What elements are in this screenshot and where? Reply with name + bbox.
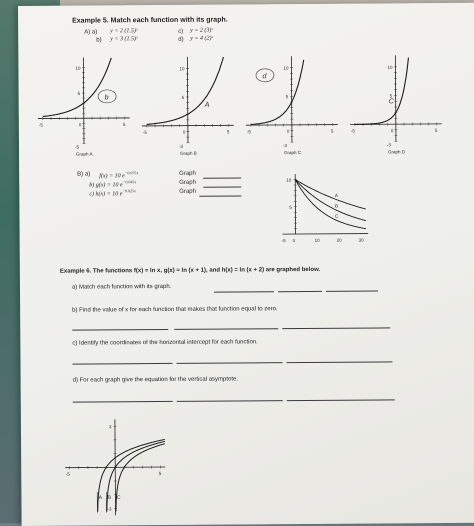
answer-line-d1[interactable]: [73, 401, 173, 403]
x-tick-label: 10: [315, 238, 321, 243]
y-max-label: 10: [179, 66, 185, 71]
x-tick-label: 20: [337, 238, 343, 243]
x-tick-label: 30: [359, 238, 365, 243]
y-axis: [395, 55, 396, 141]
graph-caption: Graph C: [284, 150, 302, 155]
exponential-graphs: [32, 47, 453, 170]
function-h-base: c) h(x) = 10 e: [89, 191, 122, 197]
function-c-label: c): [178, 29, 183, 35]
log-curve: [115, 444, 165, 512]
x-tick-label: 0: [293, 238, 296, 243]
y-mid-label: 5: [78, 91, 81, 96]
y-min-label: -5: [75, 145, 80, 150]
y-max-label: 3: [109, 424, 112, 429]
function-h-exponent: −0.025x: [122, 188, 136, 193]
question-a: a) Match each function with its graph.: [72, 284, 171, 291]
function-b-label: b): [96, 37, 101, 43]
x-max-label: 5: [331, 129, 334, 134]
answer-line-b1[interactable]: [72, 329, 168, 331]
curve-label: B: [335, 204, 338, 209]
y-max-label: 10: [75, 66, 81, 71]
function-d: y = 4 (2)ˣ: [190, 36, 213, 42]
x-min-label: -5: [39, 123, 44, 128]
y-max-label: 10: [286, 178, 292, 183]
handwritten-answer: d: [262, 73, 267, 80]
graph-caption: Graph D: [388, 149, 406, 154]
answer-line-a3[interactable]: [326, 290, 378, 291]
example5-title: Example 5. Match each function with its graph.: [72, 17, 228, 25]
answer-line-b3[interactable]: [282, 327, 390, 329]
function-h: [89, 188, 136, 197]
question-d: d) For each graph give the equation for the vertical asymptote.: [73, 376, 238, 383]
graph-word-f: Graph: [179, 171, 196, 177]
y-min-label: -3: [387, 142, 392, 147]
graph-1: [37, 57, 130, 157]
answer-line-h[interactable]: [199, 195, 241, 196]
answer-line-f[interactable]: [203, 177, 241, 178]
graph-2: [141, 56, 234, 156]
answer-line-a1[interactable]: [214, 291, 274, 292]
y-max-label: 10: [387, 65, 393, 70]
x-min-label: -5: [66, 472, 71, 477]
exponential-curve: [250, 60, 304, 125]
origin-label: 0: [287, 129, 290, 134]
decay-curve: [295, 179, 366, 209]
decay-curve: [295, 179, 366, 229]
handwritten-answer: C: [389, 98, 395, 105]
question-b: b) Find the value of x for each function that makes that function equal to zero.: [72, 306, 277, 313]
origin-label: 0: [183, 130, 186, 135]
y-mid-label: 5: [286, 94, 289, 99]
curve-label: C: [335, 214, 339, 219]
handwritten-answer: b: [105, 94, 109, 101]
decay-graph: [257, 167, 378, 258]
origin-label: 0: [79, 122, 82, 127]
exponential-curve: [354, 58, 409, 125]
answer-line-c1[interactable]: [72, 363, 172, 365]
function-a: y = 2 (1.5)ˣ: [110, 28, 137, 34]
answer-line-d2[interactable]: [177, 400, 283, 402]
part-a-label: A) a): [84, 29, 97, 35]
function-b: y = 3 (1.5)ˣ: [110, 36, 137, 42]
answer-line-c3[interactable]: [286, 361, 392, 363]
example6-title: Example 6. The functions f(x) = ln x, g(x) = ln (x + 1), and h(x) = ln (x + 2) are graphed below.: [60, 267, 320, 275]
x-tick-label: -5: [282, 238, 287, 243]
function-f-base: f(x) = 10 e: [99, 173, 125, 179]
function-g-exponent: −0.045x: [123, 179, 137, 184]
y-axis: [83, 58, 84, 144]
graph-3: [245, 56, 338, 156]
x-min-label: -5: [143, 130, 148, 135]
curve-label: A: [99, 495, 103, 501]
log-graph: [59, 413, 180, 524]
function-f-exponent: −0.075x: [125, 170, 139, 175]
x-min-label: -5: [247, 129, 252, 134]
answer-line-g[interactable]: [203, 186, 241, 187]
part-b-label: B) a): [77, 172, 90, 178]
y-min-label: -3: [107, 506, 112, 511]
graph-word-g: Graph: [179, 180, 196, 186]
graph-word-h: Graph: [179, 189, 196, 195]
y-mid-label: 5: [390, 94, 393, 99]
exponential-curve: [146, 57, 224, 124]
question-c: c) Identify the coordinates of the horizontal intercept for each function.: [72, 339, 257, 346]
origin-label: 0: [391, 128, 394, 133]
x-max-label: 5: [227, 129, 230, 134]
x-min-label: -5: [351, 128, 356, 133]
function-d-label: d): [178, 37, 183, 43]
y-min-label: -3: [179, 144, 184, 149]
function-g-base: b) g(x) = 10 e: [89, 182, 122, 188]
y-min-label: -3: [283, 143, 288, 148]
x-max-label: 5: [123, 122, 126, 127]
answer-line-d3[interactable]: [287, 399, 395, 401]
handwritten-answer: A: [204, 102, 210, 109]
graph-4: [349, 55, 442, 155]
y-axis: [291, 56, 292, 142]
function-g: [89, 179, 136, 188]
graph-caption: Graph B: [180, 151, 197, 156]
curve-label: C: [117, 495, 121, 501]
answer-line-a2[interactable]: [278, 291, 322, 292]
x-max-label: 5: [159, 471, 162, 476]
answer-line-c2[interactable]: [176, 362, 282, 364]
function-c: y = 2 (3)ˣ: [190, 28, 213, 34]
y-axis: [187, 57, 188, 143]
worksheet-page: [18, 3, 474, 526]
y-max-label: 10: [283, 66, 289, 71]
function-f: [99, 170, 138, 179]
curve-label: B: [108, 495, 112, 501]
x-max-label: 5: [435, 128, 438, 133]
answer-line-b2[interactable]: [174, 328, 278, 330]
y-mid-label: 5: [182, 95, 185, 100]
graph-caption: Graph A: [76, 151, 93, 156]
y-mid-label: 5: [289, 205, 292, 210]
curve-label: A: [335, 193, 338, 198]
